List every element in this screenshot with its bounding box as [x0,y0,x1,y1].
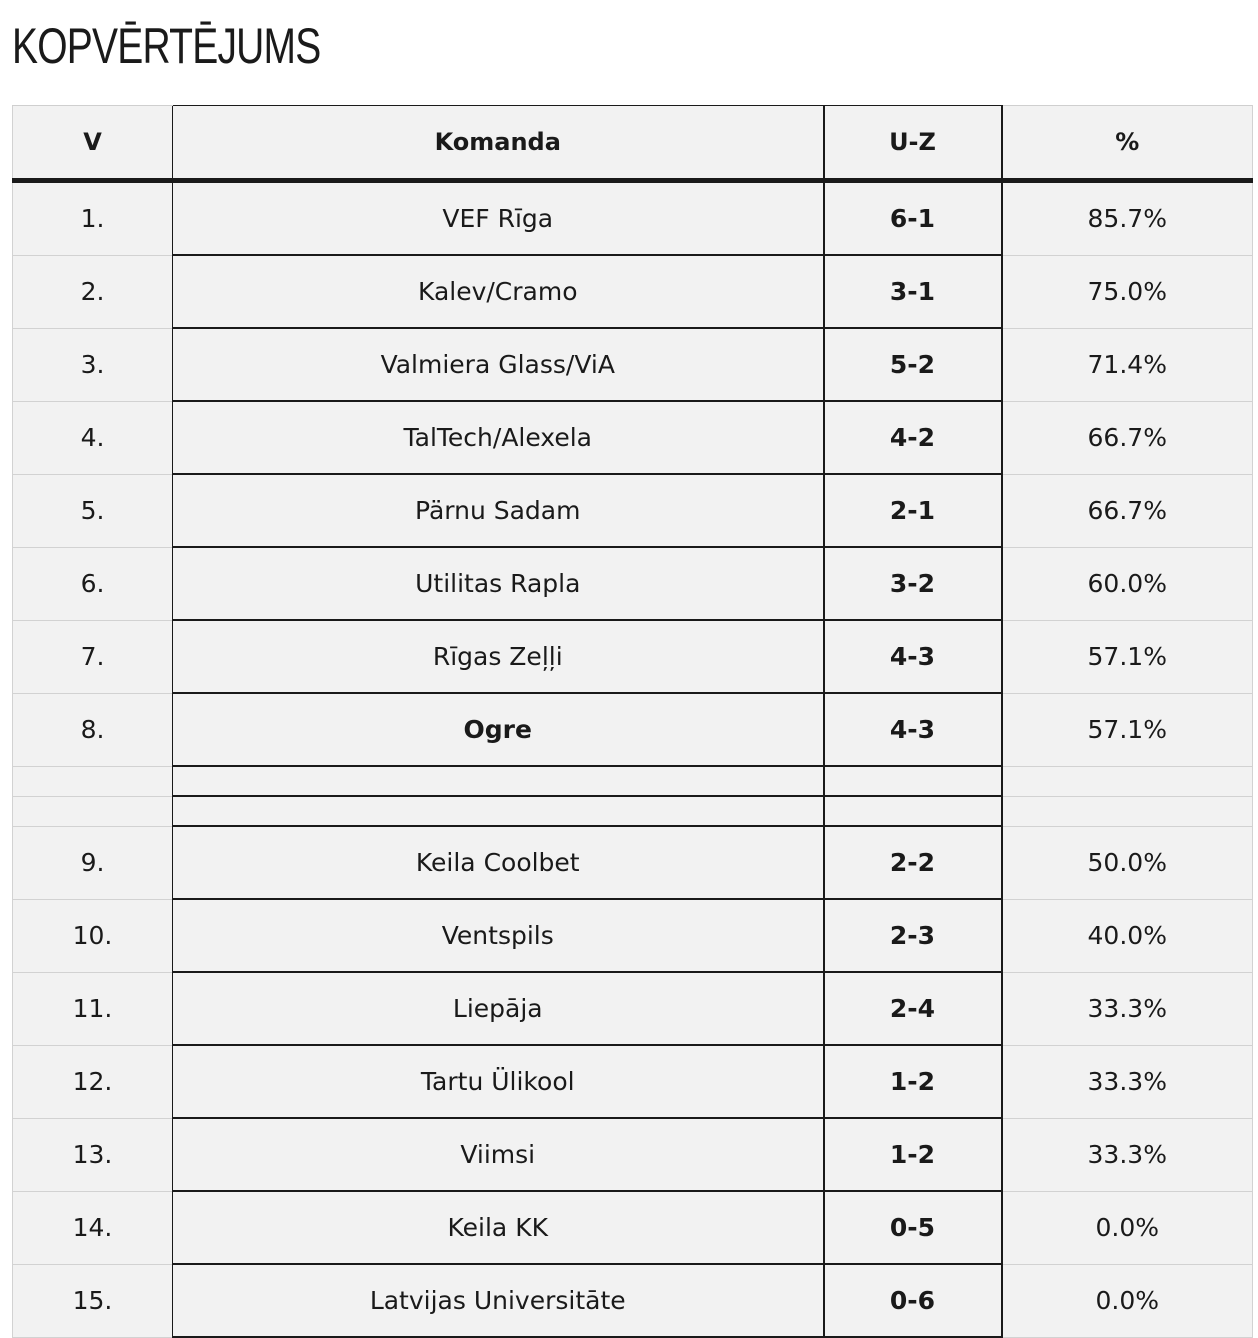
empty-cell [824,766,1002,796]
page-title: KOPVĒRTĒJUMS [12,18,321,74]
empty-cell [824,796,1002,826]
table-row [13,474,1253,547]
percentage-cell: 33.3% [1002,1118,1253,1191]
wins-losses-cell: 4-2 [824,401,1002,474]
wins-losses-cell: 6-1 [824,181,1002,256]
team-cell: Ventspils [173,899,824,972]
empty-cell [13,796,173,826]
team-cell: TalTech/Alexela [173,401,824,474]
column-header-percentage[interactable]: % [1002,106,1253,181]
percentage-cell: 33.3% [1002,972,1253,1045]
table-row [13,620,1253,693]
spacer-row [13,796,1253,826]
wins-losses-cell: 2-4 [824,972,1002,1045]
percentage-cell: 40.0% [1002,899,1253,972]
empty-cell [173,796,824,826]
rank-cell: 7. [13,620,173,693]
rank-cell: 2. [13,255,173,328]
wins-losses-cell: 4-3 [824,693,1002,766]
table-row [13,899,1253,972]
rank-cell: 8. [13,693,173,766]
percentage-cell: 85.7% [1002,181,1253,256]
wins-losses-cell: 4-3 [824,620,1002,693]
wins-losses-cell: 1-2 [824,1118,1002,1191]
rank-cell: 9. [13,826,173,899]
wins-losses-cell: 0-6 [824,1264,1002,1337]
percentage-cell: 57.1% [1002,693,1253,766]
wins-losses-cell: 2-1 [824,474,1002,547]
wins-losses-cell: 3-2 [824,547,1002,620]
wins-losses-cell: 2-3 [824,899,1002,972]
rank-cell: 12. [13,1045,173,1118]
percentage-cell: 50.0% [1002,826,1253,899]
wins-losses-cell: 0-5 [824,1191,1002,1264]
table-row [13,1045,1253,1118]
wins-losses-cell: 1-2 [824,1045,1002,1118]
table-row [13,972,1253,1045]
empty-cell [1002,766,1253,796]
table-row [13,1264,1253,1337]
rank-cell: 10. [13,899,173,972]
rank-cell: 3. [13,328,173,401]
percentage-cell: 66.7% [1002,401,1253,474]
header-row [13,106,1253,181]
percentage-cell: 33.3% [1002,1045,1253,1118]
team-cell: Valmiera Glass/ViA [173,328,824,401]
percentage-cell: 0.0% [1002,1191,1253,1264]
table-row [13,826,1253,899]
empty-cell [173,766,824,796]
standings-table-header [13,106,1253,181]
team-cell: Viimsi [173,1118,824,1191]
team-cell: Rīgas Zeļļi [173,620,824,693]
table-row [13,1191,1253,1264]
percentage-cell: 0.0% [1002,1264,1253,1337]
empty-cell [1002,796,1253,826]
team-cell: Keila KK [173,1191,824,1264]
team-cell: Keila Coolbet [173,826,824,899]
team-cell: Kalev/Cramo [173,255,824,328]
column-header-wins-losses[interactable]: U-Z [824,106,1002,181]
spacer-row [13,766,1253,796]
table-row [13,181,1253,256]
team-cell: Ogre [173,693,824,766]
rank-cell: 4. [13,401,173,474]
standings-table-body [13,181,1253,1338]
table-row [13,255,1253,328]
wins-losses-cell: 5-2 [824,328,1002,401]
rank-cell: 11. [13,972,173,1045]
standings-table [12,105,1253,1338]
column-header-team[interactable]: Komanda [173,106,824,181]
table-row [13,1118,1253,1191]
percentage-cell: 66.7% [1002,474,1253,547]
rank-cell: 13. [13,1118,173,1191]
team-cell: Latvijas Universitāte [173,1264,824,1337]
empty-cell [13,766,173,796]
rank-cell: 1. [13,181,173,256]
table-row [13,401,1253,474]
rank-cell: 6. [13,547,173,620]
column-header-rank[interactable]: V [13,106,173,181]
rank-cell: 5. [13,474,173,547]
percentage-cell: 71.4% [1002,328,1253,401]
team-cell: Liepāja [173,972,824,1045]
rank-cell: 14. [13,1191,173,1264]
team-cell: VEF Rīga [173,181,824,256]
percentage-cell: 75.0% [1002,255,1253,328]
table-row [13,547,1253,620]
rank-cell: 15. [13,1264,173,1337]
percentage-cell: 60.0% [1002,547,1253,620]
team-cell: Utilitas Rapla [173,547,824,620]
percentage-cell: 57.1% [1002,620,1253,693]
wins-losses-cell: 2-2 [824,826,1002,899]
team-cell: Tartu Ülikool [173,1045,824,1118]
wins-losses-cell: 3-1 [824,255,1002,328]
team-cell: Pärnu Sadam [173,474,824,547]
table-row [13,328,1253,401]
table-row-highlighted [13,693,1253,766]
